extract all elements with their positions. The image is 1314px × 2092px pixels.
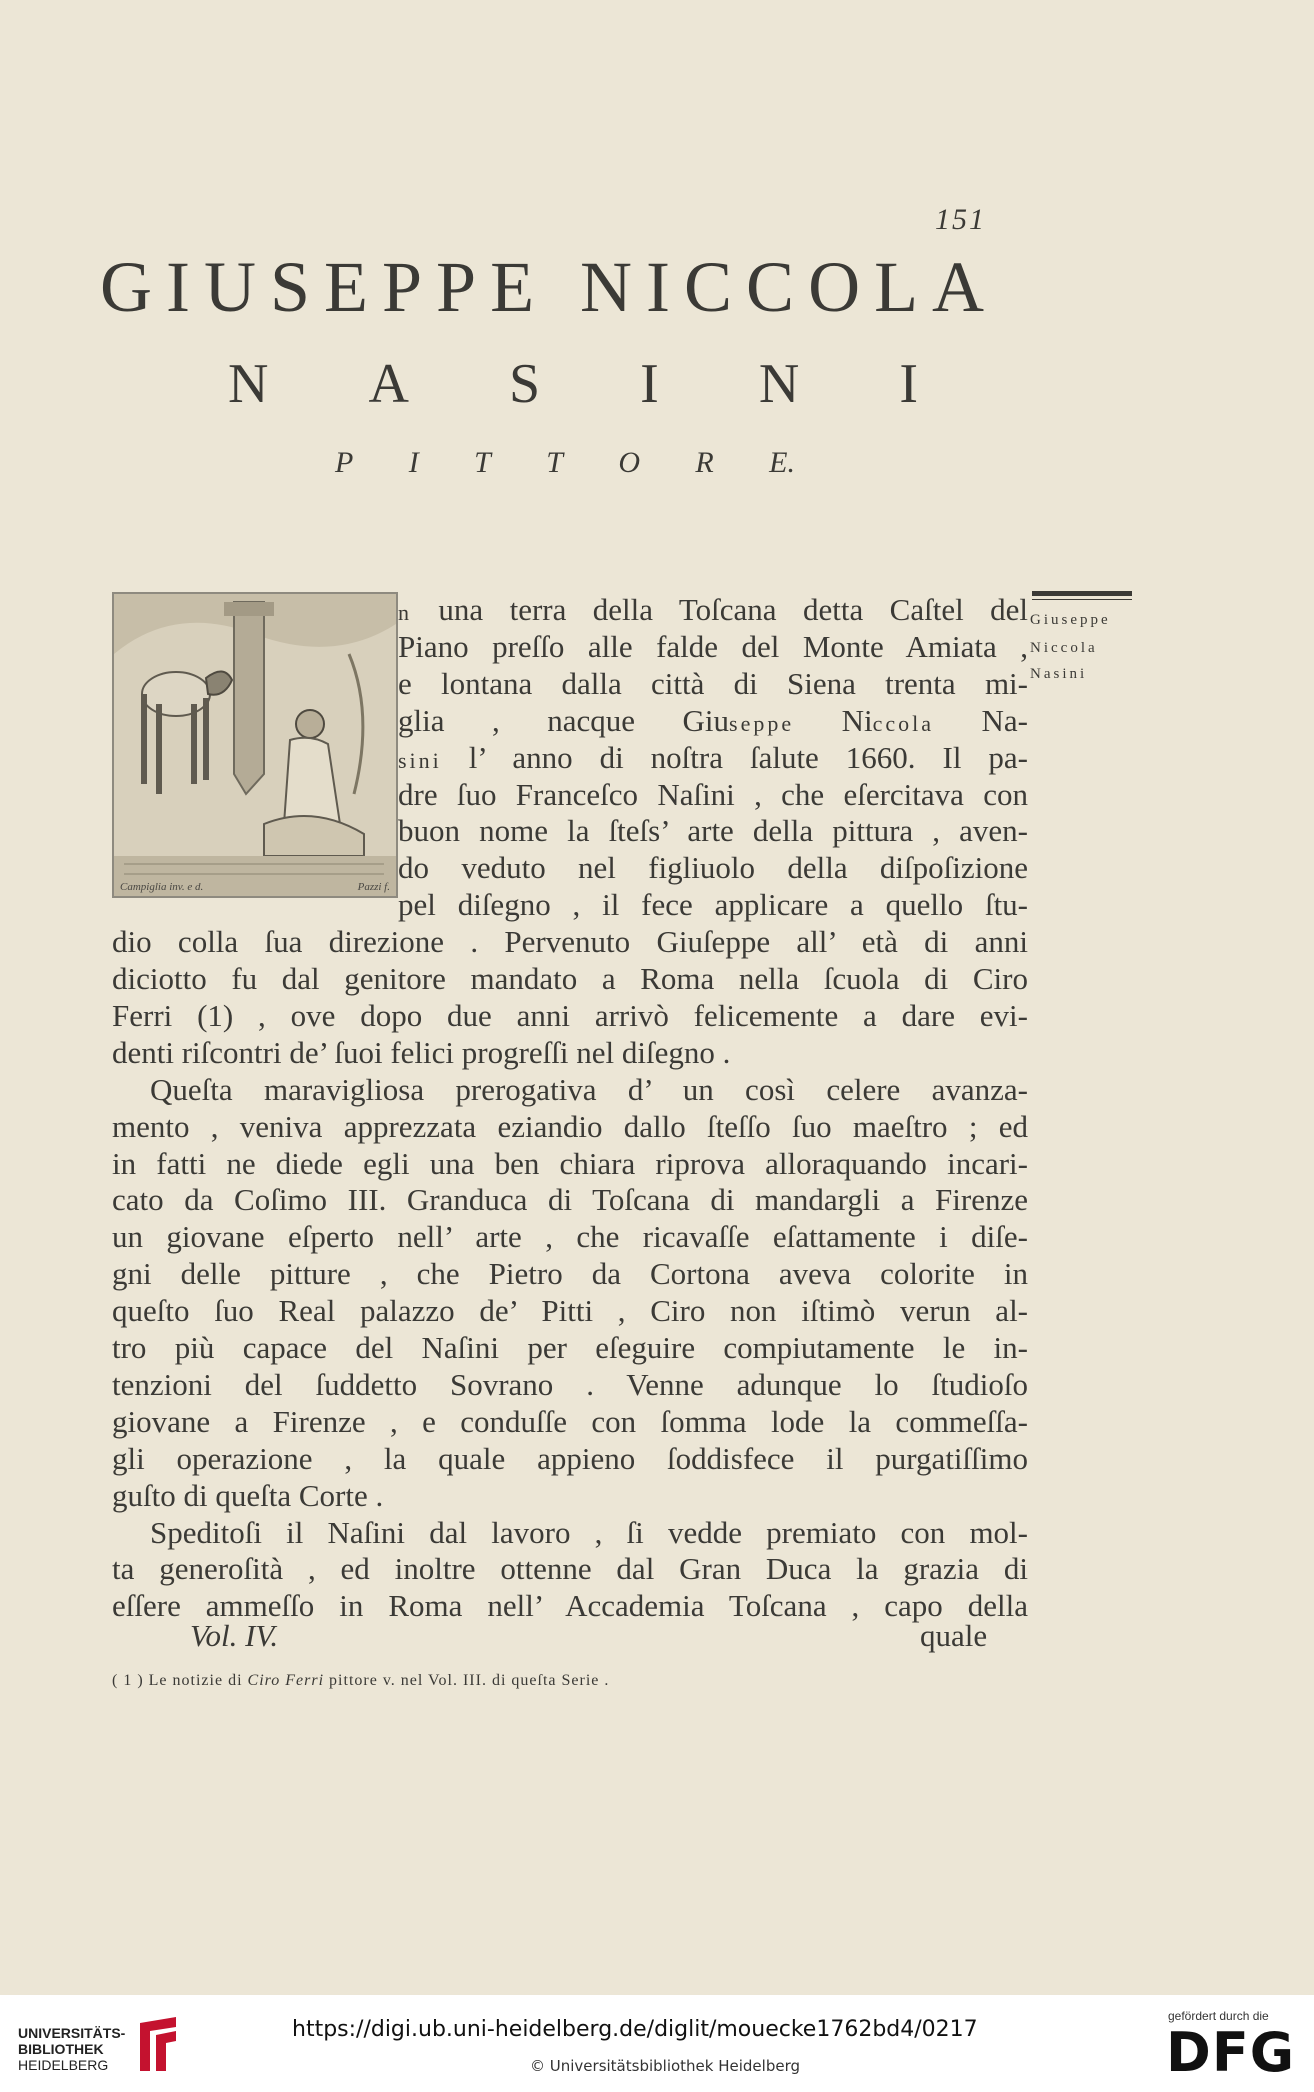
text-line xyxy=(150,1515,1028,1551)
text-run: pel diſegno , il fece applicare a quello ſtu- xyxy=(398,887,1028,923)
subtitle-letter: O xyxy=(618,446,640,479)
text-run: cato da Coſimo III. Granduca di Toſcana di mandargli a Firenze xyxy=(112,1182,1028,1218)
text-line xyxy=(112,1367,1028,1403)
library-name-line: UNIVERSITÄTS- xyxy=(18,2025,126,2041)
text-run: do veduto nel figliuolo della diſpoſizione xyxy=(398,850,1028,886)
small-caps-run: seppe xyxy=(729,710,795,736)
funder-label: gefördert durch die xyxy=(1168,2009,1269,2023)
text-run: Ni xyxy=(794,702,873,738)
footnote-prefix: ( 1 ) Le notizie di xyxy=(112,1672,248,1689)
text-line xyxy=(112,1219,1028,1255)
subtitle-letter: E. xyxy=(769,446,795,479)
text-run: queſto ſuo Real palazzo de’ Pitti , Ciro non iſtimò verun al- xyxy=(112,1293,1028,1329)
title-letter: A xyxy=(368,353,409,415)
text-run: Queſta maravigliosa prerogativa d’ un così celere avanza- xyxy=(150,1071,1028,1107)
text-line xyxy=(112,998,1028,1034)
text-line xyxy=(398,703,1028,742)
text-line xyxy=(398,850,1028,886)
text-run: e lontana dalla città di Siena trenta mi- xyxy=(398,665,1028,701)
text-run: buon nome la ſteſs’ arte della pittura , aven- xyxy=(398,813,1028,849)
title-letter: I xyxy=(640,353,659,415)
text-run: una terra della Toſcana detta Caſtel del xyxy=(412,592,1028,627)
signature-mark: Vol. IV. xyxy=(190,1618,279,1653)
copyright-text: © Universitätsbibliothek Heidelberg xyxy=(530,2057,801,2075)
small-caps-run: n xyxy=(398,600,412,625)
footnote-italic: Ciro Ferri xyxy=(247,1672,325,1689)
text-line xyxy=(112,1441,1028,1477)
text-line xyxy=(398,777,1028,813)
subtitle-pittore xyxy=(335,446,795,480)
text-line xyxy=(398,740,1028,779)
text-line xyxy=(112,924,1028,960)
text-run: diciotto fu dal genitore mandato a Roma nella ſcuola di Ciro xyxy=(112,961,1028,996)
text-line xyxy=(112,1256,1028,1292)
text-run: gli operazione , la quale appieno ſoddisfece il purgatiſſimo xyxy=(112,1440,1028,1476)
text-run: dre ſuo Franceſco Naſini , che eſercitava con xyxy=(398,776,1028,812)
text-line xyxy=(112,1330,1028,1366)
text-line xyxy=(112,1404,1028,1440)
text-run: glia , nacque Giu xyxy=(398,702,730,738)
engraving-signature-right: Pazzi f. xyxy=(357,881,390,893)
title-letter: S xyxy=(508,353,541,415)
text-run: un giovane eſperto nell’ arte , che ricavaſſe eſattamente i diſe- xyxy=(112,1219,1028,1255)
subtitle-letter: T xyxy=(546,446,563,479)
text-line xyxy=(398,592,1028,631)
marginal-note-line: Niccola xyxy=(1030,640,1098,656)
library-emblem-icon xyxy=(132,2013,184,2075)
text-run: dio colla ſua direzione . Pervenuto Giuſeppe all’ età di anni xyxy=(112,924,1028,960)
marginal-note-line: Giuseppe xyxy=(1030,612,1111,628)
text-run: Speditoſi il Naſini dal lavoro , ſi vedde premiato con mol- xyxy=(150,1514,1028,1550)
margin-rule-thin xyxy=(1032,599,1132,600)
engraving-illustration xyxy=(112,592,398,898)
text-line xyxy=(112,961,1028,997)
subtitle-letter: I xyxy=(408,446,419,479)
footnote-suffix: pittore v. nel Vol. III. di queſta Serie . xyxy=(324,1672,610,1689)
text-line xyxy=(112,1109,1028,1145)
library-name-line: HEIDELBERG xyxy=(18,2057,109,2073)
library-footer xyxy=(0,1995,1314,2092)
text-line xyxy=(112,1182,1028,1218)
engraving-signature-left: Campiglia inv. e d. xyxy=(120,881,204,893)
marginal-note-line: Nasini xyxy=(1030,666,1088,682)
subtitle-letter: T xyxy=(474,446,491,479)
small-caps-run: ccola xyxy=(872,710,935,736)
text-line xyxy=(398,666,1028,702)
title-letter: I xyxy=(899,353,918,415)
text-run: Na- xyxy=(934,702,1028,738)
page-number: 151 xyxy=(935,203,986,236)
text-line xyxy=(398,629,1028,665)
text-run: giovane a Firenze , e conduſſe con ſomma lode la commeſſa- xyxy=(112,1403,1028,1439)
text-run: eſſere ammeſſo in Roma nell’ Accademia Toſcana , capo della xyxy=(112,1588,1028,1624)
text-line xyxy=(398,813,1028,849)
library-name-line: BIBLIOTHEK xyxy=(18,2041,104,2057)
text-line xyxy=(112,1293,1028,1329)
text-run: mento , veniva apprezzata eziandio dallo ſteſſo ſuo maeſtro ; ed xyxy=(112,1108,1028,1144)
title-first-line: GIUSEPPE NICCOLA xyxy=(100,247,999,327)
permalink-url[interactable]: https://digi.ub.uni-heidelberg.de/diglit/mouecke1762bd4/0217 xyxy=(292,2017,978,2042)
title-letter: N xyxy=(228,353,269,415)
text-run: Piano preſſo alle falde del Monte Amiata , xyxy=(398,628,1028,664)
engraving-image xyxy=(114,594,396,896)
dfg-logo: DFG xyxy=(1166,2021,1296,2084)
subtitle-letter: P xyxy=(335,446,354,479)
text-line xyxy=(112,1551,1028,1587)
text-line xyxy=(112,1478,1028,1514)
text-run: l’ anno di noſtra ſalute 1660. Il pa- xyxy=(441,739,1028,775)
text-line xyxy=(112,1035,1028,1071)
text-run: guſto di queſta Corte . xyxy=(112,1477,384,1513)
text-run: tenzioni del ſuddetto Sovrano . Venne adunque lo ſtudioſo xyxy=(112,1366,1028,1402)
text-line xyxy=(150,1072,1028,1108)
subtitle-letter: R xyxy=(695,446,714,479)
text-run: Ferri (1) , ove dopo due anni arrivò felicemente a dare evi- xyxy=(112,997,1028,1033)
catchword: quale xyxy=(920,1618,988,1653)
title-letter: N xyxy=(758,353,800,415)
library-logo xyxy=(18,2025,125,2073)
text-run: in fatti ne diede egli una ben chiara riprova alloraquando incari- xyxy=(112,1145,1028,1181)
text-run: denti riſcontri de’ ſuoi felici progreſſi nel diſegno . xyxy=(112,1034,731,1070)
footnote xyxy=(112,1672,609,1690)
text-line xyxy=(112,1146,1028,1182)
title-surname xyxy=(228,352,918,416)
text-run: gni delle pitture , che Pietro da Cortona aveva colorite in xyxy=(112,1256,1028,1292)
text-run: tro più capace del Naſini per eſeguire compiutamente le in- xyxy=(112,1330,1028,1365)
margin-rule xyxy=(1032,591,1132,596)
text-line xyxy=(398,887,1028,923)
small-caps-run: sini xyxy=(398,747,442,773)
text-run: ta generoſità , ed inoltre ottenne dal Gran Duca la grazia di xyxy=(112,1551,1028,1587)
